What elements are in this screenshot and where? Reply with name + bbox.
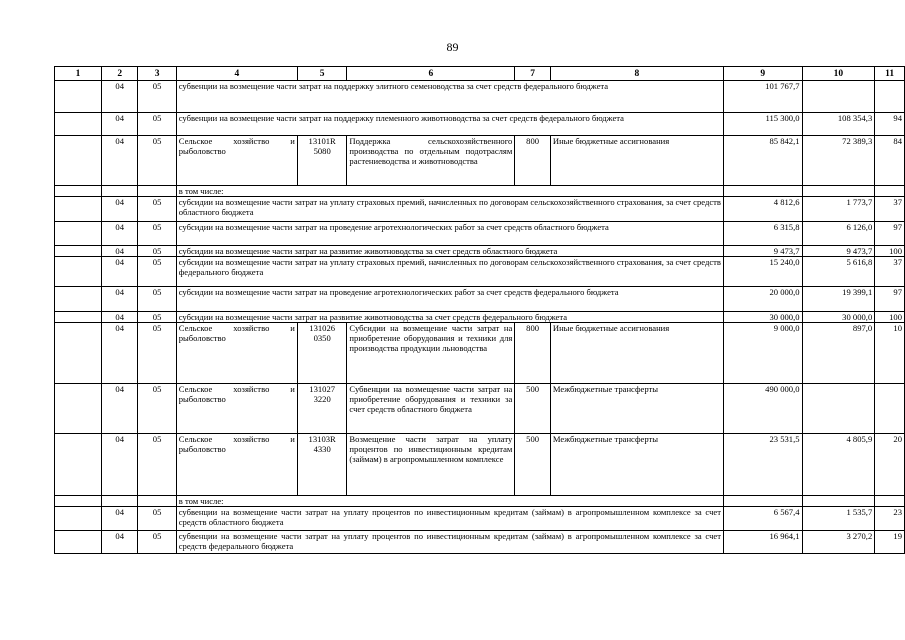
cell-percent: 84 xyxy=(875,136,905,186)
col-header: 8 xyxy=(550,67,723,81)
cell-section: 04 xyxy=(102,136,138,186)
cell-section-name: Сельское хозяйство и рыболовство xyxy=(176,136,297,186)
table-row xyxy=(55,312,905,323)
cell-target-name: Субсидии на возмещение части затрат на приобретение оборудования и техники для производства продукции льноводства xyxy=(347,323,515,384)
cell-col1 xyxy=(55,531,102,554)
cell-executed: 3 270,2 xyxy=(802,531,875,554)
cell-col3 xyxy=(138,496,176,507)
cell-target-code: 13103R 4330 xyxy=(297,434,347,496)
cell-expense-type: 500 xyxy=(515,384,551,434)
cell-section: 04 xyxy=(102,323,138,384)
cell-percent: 100 xyxy=(875,246,905,257)
table-row xyxy=(55,496,905,507)
cell-col1 xyxy=(55,507,102,531)
table-row xyxy=(55,246,905,257)
cell-col1 xyxy=(55,222,102,246)
cell-expense-type: 800 xyxy=(515,323,551,384)
cell-subsection: 05 xyxy=(138,222,176,246)
cell-col1 xyxy=(55,434,102,496)
header-row xyxy=(55,67,905,81)
cell-executed xyxy=(802,384,875,434)
cell-subsection: 05 xyxy=(138,384,176,434)
cell-planned: 6 567,4 xyxy=(723,507,802,531)
description-cell: субвенции на возмещение части затрат на уплату процентов по инвестиционным кредитам (займам) в агропромышленном комплексе за счет средств областного бюджета xyxy=(176,507,723,531)
cell-target-code: 131026 0350 xyxy=(297,323,347,384)
cell-section: 04 xyxy=(102,384,138,434)
cell-executed: 72 389,3 xyxy=(802,136,875,186)
table-row xyxy=(55,81,905,113)
cell-section: 04 xyxy=(102,81,138,113)
cell-percent: 19 xyxy=(875,531,905,554)
cell-section: 04 xyxy=(102,257,138,287)
col-header: 10 xyxy=(802,67,875,81)
cell-target-name: Поддержка сельскохозяйственного производства по отдельным подотраслям растениеводства и животноводства xyxy=(347,136,515,186)
cell-expense-type: 500 xyxy=(515,434,551,496)
cell-executed: 1 535,7 xyxy=(802,507,875,531)
cell-percent: 37 xyxy=(875,197,905,222)
table-row xyxy=(55,186,905,197)
description-cell: субвенции на возмещение части затрат на поддержку племенного животноводства за счет средств федерального бюджета xyxy=(176,113,723,136)
cell-executed: 897,0 xyxy=(802,323,875,384)
cell-subsection: 05 xyxy=(138,312,176,323)
cell-planned: 490 000,0 xyxy=(723,384,802,434)
cell-executed: 1 773,7 xyxy=(802,197,875,222)
cell-subsection: 05 xyxy=(138,81,176,113)
cell-expense-name: Иные бюджетные ассигнования xyxy=(550,323,723,384)
cell-planned: 9 473,7 xyxy=(723,246,802,257)
table-row xyxy=(55,222,905,246)
col-header: 2 xyxy=(102,67,138,81)
cell-value xyxy=(802,496,875,507)
cell-col1 xyxy=(55,113,102,136)
description-cell: субсидии на возмещение части затрат на развитие животноводства за счет средств областного бюджета xyxy=(176,246,723,257)
cell-value xyxy=(723,496,802,507)
cell-subsection: 05 xyxy=(138,531,176,554)
cell-col1 xyxy=(55,81,102,113)
cell-section: 04 xyxy=(102,287,138,312)
cell-col1 xyxy=(55,136,102,186)
cell-col2 xyxy=(102,186,138,197)
cell-section: 04 xyxy=(102,222,138,246)
cell-section-name: Сельское хозяйство и рыболовство xyxy=(176,384,297,434)
cell-planned: 101 767,7 xyxy=(723,81,802,113)
cell-planned: 16 964,1 xyxy=(723,531,802,554)
cell-executed: 5 616,8 xyxy=(802,257,875,287)
cell-executed xyxy=(802,81,875,113)
cell-expense-name: Межбюджетные трансферты xyxy=(550,384,723,434)
cell-percent: 100 xyxy=(875,312,905,323)
cell-planned: 85 842,1 xyxy=(723,136,802,186)
page-number: 89 xyxy=(446,40,459,54)
cell-col1 xyxy=(55,323,102,384)
cell-percent: 97 xyxy=(875,222,905,246)
cell-percent: 23 xyxy=(875,507,905,531)
cell-percent: 94 xyxy=(875,113,905,136)
col-header: 3 xyxy=(138,67,176,81)
cell-subsection: 05 xyxy=(138,287,176,312)
cell-percent xyxy=(875,384,905,434)
cell-target-code: 13101R 5080 xyxy=(297,136,347,186)
cell-section: 04 xyxy=(102,312,138,323)
cell-section: 04 xyxy=(102,434,138,496)
cell-executed: 19 399,1 xyxy=(802,287,875,312)
col-header: 6 xyxy=(347,67,515,81)
table-row xyxy=(55,113,905,136)
cell-section: 04 xyxy=(102,113,138,136)
cell-planned: 115 300,0 xyxy=(723,113,802,136)
cell-percent xyxy=(875,81,905,113)
cell-col1 xyxy=(55,246,102,257)
cell-value xyxy=(802,186,875,197)
cell-expense-name: Межбюджетные трансферты xyxy=(550,434,723,496)
cell-subsection: 05 xyxy=(138,136,176,186)
cell-section-name: Сельское хозяйство и рыболовство xyxy=(176,323,297,384)
subheading-cell: в том числе: xyxy=(176,496,723,507)
table-row xyxy=(55,384,905,434)
cell-subsection: 05 xyxy=(138,113,176,136)
cell-col1 xyxy=(55,312,102,323)
col-header: 11 xyxy=(875,67,905,81)
table-row xyxy=(55,434,905,496)
cell-section: 04 xyxy=(102,507,138,531)
cell-planned: 6 315,8 xyxy=(723,222,802,246)
cell-planned: 9 000,0 xyxy=(723,323,802,384)
cell-value xyxy=(723,186,802,197)
cell-percent xyxy=(875,186,905,197)
cell-percent xyxy=(875,496,905,507)
cell-target-name: Возмещение части затрат на уплату процентов по инвестиционным кредитам (займам) в агропромышленном комплексе xyxy=(347,434,515,496)
table-row xyxy=(55,287,905,312)
cell-col1 xyxy=(55,186,102,197)
table-row xyxy=(55,197,905,222)
cell-subsection: 05 xyxy=(138,323,176,384)
cell-target-code: 131027 3220 xyxy=(297,384,347,434)
table-row xyxy=(55,323,905,384)
cell-section: 04 xyxy=(102,531,138,554)
cell-percent: 97 xyxy=(875,287,905,312)
cell-col3 xyxy=(138,186,176,197)
col-header: 7 xyxy=(515,67,551,81)
cell-executed: 108 354,3 xyxy=(802,113,875,136)
cell-executed: 6 126,0 xyxy=(802,222,875,246)
description-cell: субсидии на возмещение части затрат на проведение агротехнологических работ за счет средств федерального бюджета xyxy=(176,287,723,312)
subheading-cell: в том числе: xyxy=(176,186,723,197)
budget-table xyxy=(54,66,905,554)
cell-subsection: 05 xyxy=(138,197,176,222)
cell-percent: 37 xyxy=(875,257,905,287)
cell-percent: 10 xyxy=(875,323,905,384)
description-cell: субсидии на возмещение части затрат на уплату страховых премий, начисленных по договорам сельскохозяйственного страхования, за счет средств областного бюджета xyxy=(176,197,723,222)
cell-section: 04 xyxy=(102,197,138,222)
cell-section-name: Сельское хозяйство и рыболовство xyxy=(176,434,297,496)
cell-col1 xyxy=(55,197,102,222)
cell-executed: 9 473,7 xyxy=(802,246,875,257)
cell-col1 xyxy=(55,287,102,312)
table-row xyxy=(55,507,905,531)
description-cell: субвенции на возмещение части затрат на уплату процентов по инвестиционным кредитам (займам) в агропромышленном комплексе за счет средств федерального бюджета xyxy=(176,531,723,554)
description-cell: субсидии на возмещение части затрат на проведение агротехнологических работ за счет средств областного бюджета xyxy=(176,222,723,246)
col-header: 5 xyxy=(297,67,347,81)
description-cell: субвенции на возмещение части затрат на поддержку элитного семеноводства за счет средств федерального бюджета xyxy=(176,81,723,113)
cell-expense-name: Иные бюджетные ассигнования xyxy=(550,136,723,186)
cell-planned: 15 240,0 xyxy=(723,257,802,287)
table-row xyxy=(55,257,905,287)
cell-subsection: 05 xyxy=(138,246,176,257)
cell-subsection: 05 xyxy=(138,434,176,496)
cell-planned: 23 531,5 xyxy=(723,434,802,496)
description-cell: субсидии на возмещение части затрат на развитие животноводства за счет средств федерального бюджета xyxy=(176,312,723,323)
cell-executed: 4 805,9 xyxy=(802,434,875,496)
table-row xyxy=(55,531,905,554)
cell-percent: 20 xyxy=(875,434,905,496)
table-body xyxy=(55,81,905,554)
table-row xyxy=(55,136,905,186)
cell-subsection: 05 xyxy=(138,257,176,287)
cell-planned: 4 812,6 xyxy=(723,197,802,222)
col-header: 4 xyxy=(176,67,297,81)
cell-col1 xyxy=(55,384,102,434)
cell-target-name: Субвенции на возмещение части затрат на приобретение оборудования и техники за счет средств областного бюджета xyxy=(347,384,515,434)
cell-expense-type: 800 xyxy=(515,136,551,186)
cell-planned: 20 000,0 xyxy=(723,287,802,312)
col-header: 1 xyxy=(55,67,102,81)
cell-col1 xyxy=(55,257,102,287)
cell-planned: 30 000,0 xyxy=(723,312,802,323)
cell-section: 04 xyxy=(102,246,138,257)
cell-col1 xyxy=(55,496,102,507)
cell-executed: 30 000,0 xyxy=(802,312,875,323)
col-header: 9 xyxy=(723,67,802,81)
cell-subsection: 05 xyxy=(138,507,176,531)
cell-col2 xyxy=(102,496,138,507)
description-cell: субсидии на возмещение части затрат на уплату страховых премий, начисленных по договорам сельскохозяйственного страхования, за счет средств федерального бюджета xyxy=(176,257,723,287)
